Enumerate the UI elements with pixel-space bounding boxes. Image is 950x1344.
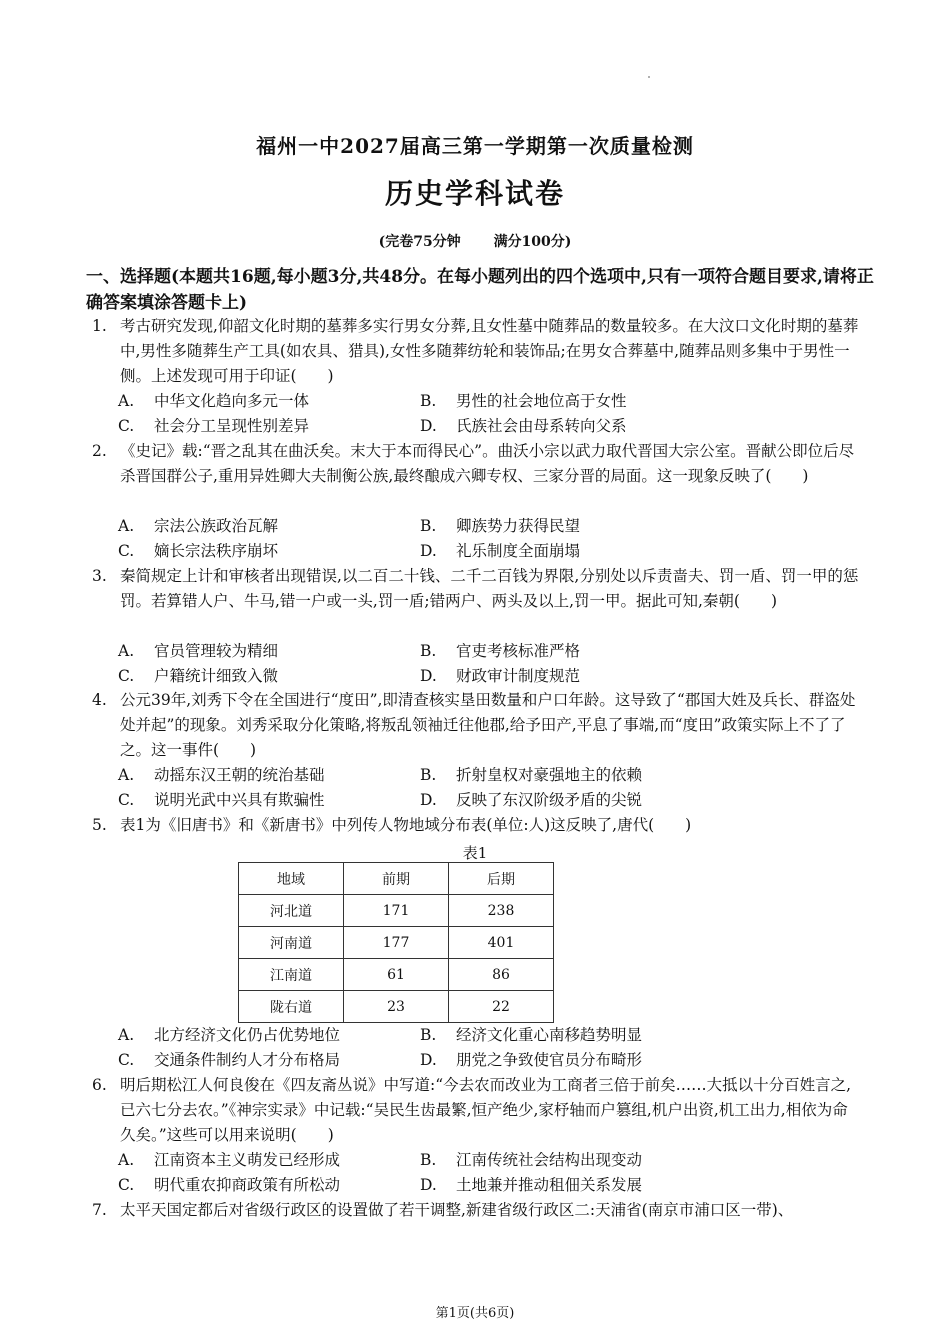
table-cell: 61 (344, 959, 449, 991)
exam-score: 满分100分) (493, 234, 572, 250)
table-header: 地域 (239, 863, 344, 895)
table-row (239, 991, 554, 1023)
option-b: B. 卿族势力获得民望 (420, 517, 581, 535)
table-header: 后期 (449, 863, 554, 895)
option-c: C. 嫡长宗法秩序崩坏 (118, 542, 279, 560)
option-d: D. 朋党之争致使官员分布畸形 (420, 1051, 643, 1069)
table-row (239, 959, 554, 991)
option-d: D. 反映了东汉阶级矛盾的尖锐 (420, 791, 643, 809)
option-a: A. 官员管理较为精细 (118, 642, 279, 660)
question-5 (92, 813, 862, 838)
option-b: B. 江南传统社会结构出现变动 (420, 1151, 643, 1169)
question-stem: 《史记》载:“晋之乱其在曲沃矣。末大于本而得民心”。曲沃小宗以武力取代晋国大宗公室。晋献公即位后尽杀晋国群公子,重用异姓卿大夫制衡公族,最终酿成六卿专权、三家分晋的局面。这一现象反映了( ) (120, 442, 855, 485)
question-stem: 太平天国定都后对省级行政区的设置做了若干调整,新建省级行政区二:天浦省(南京市浦口区一带)、 (120, 1201, 794, 1219)
question-7 (92, 1198, 862, 1223)
table-cell: 江南道 (239, 959, 344, 991)
table-row (239, 895, 554, 927)
table-cell: 177 (344, 927, 449, 959)
option-d: D. 财政审计制度规范 (420, 667, 581, 685)
table-cell: 河北道 (239, 895, 344, 927)
option-c: C. 说明光武中兴具有欺骗性 (118, 791, 325, 809)
school-title: 福州一中2027届高三第一学期第一次质量检测 (256, 134, 694, 158)
table-caption: 表1 (462, 844, 488, 862)
table-cell: 河南道 (239, 927, 344, 959)
exam-info (0, 231, 950, 251)
table-cell: 171 (344, 895, 449, 927)
question-number: 7. (92, 1201, 107, 1219)
question-number: 4. (92, 691, 107, 709)
option-a: A. 江南资本主义萌发已经形成 (118, 1151, 341, 1169)
subject-title: 历史学科试卷 (384, 177, 565, 210)
question-number: 2. (92, 442, 107, 460)
option-c: C. 社会分工呈现性别差异 (118, 417, 310, 435)
option-c: C. 明代重农抑商政策有所松动 (118, 1176, 341, 1194)
table-row (239, 927, 554, 959)
table-cell: 22 (449, 991, 554, 1023)
option-c: C. 交通条件制约人才分布格局 (118, 1051, 341, 1069)
exam-time: (完卷75分钟 (378, 234, 461, 250)
table-header-row (239, 863, 554, 895)
option-d: D. 礼乐制度全面崩塌 (420, 542, 581, 560)
scan-dot (648, 76, 650, 78)
region-distribution-table (238, 862, 554, 1023)
option-d: D. 土地兼并推动租佃关系发展 (420, 1176, 643, 1194)
option-a: A. 宗法公族政治瓦解 (118, 517, 279, 535)
table-header: 前期 (344, 863, 449, 895)
question-4 (92, 688, 862, 763)
question-number: 6. (92, 1076, 107, 1094)
table-cell: 401 (449, 927, 554, 959)
question-stem: 表1为《旧唐书》和《新唐书》中列传人物地域分布表(单位:人)这反映了,唐代( ) (120, 816, 692, 834)
page-footer: 第1页(共6页) (435, 1306, 515, 1321)
question-number: 1. (92, 317, 107, 335)
question-stem: 明后期松江人何良俊在《四友斋丛说》中写道:“今去农而改业为工商者三倍于前矣……大抵以十分百姓言之,已六七分去农。”《神宗实录》中记载:“吴民生齿最繁,恒产绝少,家杼轴而户篡组,机户出资,机工出力,相依为命久矣。”这些可以用来说明( ) (120, 1076, 852, 1144)
table-cell: 23 (344, 991, 449, 1023)
table-cell: 陇右道 (239, 991, 344, 1023)
question-number: 3. (92, 567, 107, 585)
option-a: A. 北方经济文化仍占优势地位 (118, 1026, 341, 1044)
table-cell: 238 (449, 895, 554, 927)
question-stem: 考古研究发现,仰韶文化时期的墓葬多实行男女分葬,且女性墓中随葬品的数量较多。在大汶口文化时期的墓葬中,男性多随葬生产工具(如农具、猎具),女性多随葬纺轮和装饰品;在男女合葬墓中,随葬品则多集中于男性一侧。上述发现可用于印证( ) (120, 317, 859, 385)
question-6 (92, 1073, 862, 1148)
option-a: A. 动摇东汉王朝的统治基础 (118, 766, 325, 784)
option-b: B. 男性的社会地位高于女性 (420, 392, 627, 410)
question-2 (92, 439, 862, 489)
question-number: 5. (92, 816, 107, 834)
question-stem: 秦简规定上计和审核者出现错误,以二百二十钱、二千二百钱为界限,分别处以斥责啬夫、罚一盾、罚一甲的惩罚。若算错人户、牛马,错一户或一头,罚一盾;错两户、两头及以上,罚一甲。据此可知,秦朝( ) (120, 567, 859, 610)
option-b: B. 折射皇权对豪强地主的依赖 (420, 766, 643, 784)
section-title: 一、选择题(本题共16题,每小题3分,共48分。在每小题列出的四个选项中,只有一项符合题目要求,请将正确答案填涂答题卡上) (86, 267, 874, 313)
table-cell: 86 (449, 959, 554, 991)
question-1 (92, 314, 862, 389)
option-b: B. 经济文化重心南移趋势明显 (420, 1026, 643, 1044)
question-stem: 公元39年,刘秀下令在全国进行“度田”,即清查核实垦田数量和户口年龄。这导致了“郡国大姓及兵长、群盗处处并起”的现象。刘秀采取分化策略,将叛乱领袖迁往他郡,给予田产,平息了事端,而“度田”政策实际上不了了之。这一事件( ) (120, 691, 856, 759)
option-d: D. 氏族社会由母系转向父系 (420, 417, 627, 435)
question-3 (92, 564, 862, 614)
option-c: C. 户籍统计细致入微 (118, 667, 279, 685)
option-a: A. 中华文化趋向多元一体 (118, 392, 310, 410)
option-b: B. 官吏考核标准严格 (420, 642, 581, 660)
